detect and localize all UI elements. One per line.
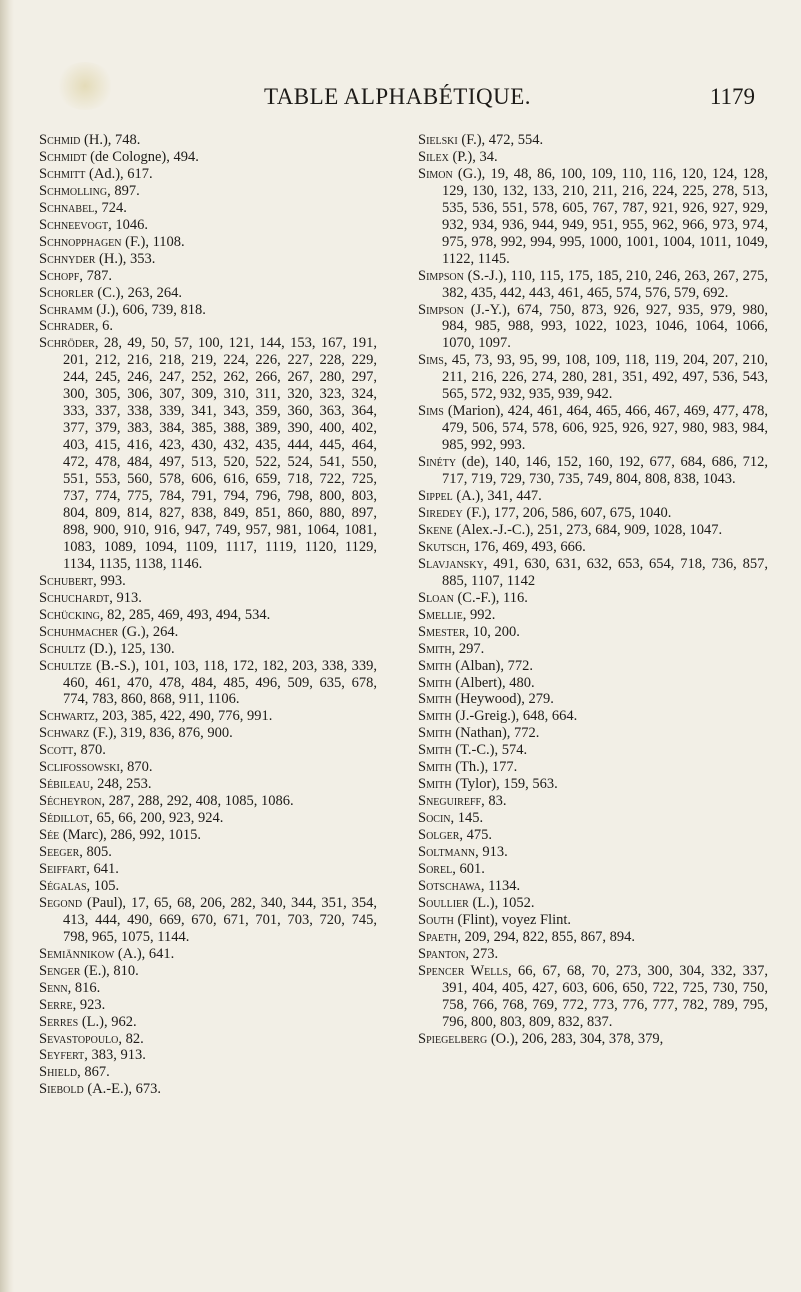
- index-entry: [418, 403, 768, 454]
- index-entry: [418, 759, 768, 776]
- entry-name: Simon: [418, 165, 453, 182]
- index-entry: [418, 590, 768, 607]
- entry-name: Schneevogt: [39, 216, 109, 233]
- entry-name: Schuhmacher: [39, 623, 119, 640]
- index-entry: [39, 200, 377, 217]
- entry-name: Sinéty: [418, 454, 457, 471]
- entry-name: Soltmann: [418, 844, 476, 861]
- entry-references: , 1046.: [108, 216, 149, 233]
- index-entry: [418, 624, 768, 641]
- entry-name: Simpson: [418, 267, 464, 284]
- entry-references: , 787.: [79, 267, 112, 284]
- entry-name: Smellie: [418, 606, 463, 623]
- entry-name: Schnopphagen: [39, 233, 122, 250]
- index-entry: [418, 844, 768, 861]
- entry-name: Schmitt: [39, 165, 86, 182]
- index-entry: [39, 318, 377, 335]
- entry-name: Sloan: [418, 589, 454, 606]
- entry-name: Smith: [418, 640, 452, 657]
- index-entry: [39, 1014, 377, 1031]
- entry-name: Siebold: [39, 1081, 84, 1098]
- entry-name: Schultze: [39, 657, 92, 674]
- entry-name: Schwarz: [39, 725, 90, 742]
- entry-references: (G.), 19, 48, 86, 100, 109, 110, 116, 120, 124, 128, 129, 130, 132, 133, 210, 211, 216, 224, 225, 278, 513, 535, 536, 551, 578, 605, 767, 787, 921, 926, 927, 929, 932, 934, 936, 944, 949, 951, 955, 962, 966, 973, 974, 975, 978, 992, 994, 995, 1000, 1001, 1004, 1011, 1049, 1122, 1145.: [442, 165, 768, 267]
- entry-name: Segond: [39, 894, 83, 911]
- entry-name: Schopf: [39, 267, 80, 284]
- entry-name: Schultz: [39, 640, 86, 657]
- index-entry: [418, 641, 768, 658]
- index-column-left: [39, 132, 377, 1098]
- entry-references: , 176, 469, 493, 666.: [466, 538, 586, 555]
- entry-name: Smith: [418, 725, 452, 742]
- entry-name: Sébileau: [39, 776, 90, 793]
- index-entry: [39, 946, 377, 963]
- entry-name: Sneguireff: [418, 793, 482, 810]
- entry-name: Schubert: [39, 572, 94, 589]
- entry-references: , 475.: [459, 827, 493, 844]
- entry-references: (P.), 34.: [448, 148, 498, 165]
- index-entry: [39, 251, 377, 268]
- entry-references: (O.), 206, 283, 304, 378, 379,: [487, 1030, 664, 1047]
- entry-references: , 913.: [475, 844, 508, 861]
- index-entry: [39, 1064, 377, 1081]
- entry-name: Slavjansky: [418, 555, 484, 572]
- index-entry: [418, 878, 768, 895]
- entry-references: (F.), 472, 554.: [457, 132, 544, 148]
- entry-references: (J.-Y.), 674, 750, 873, 926, 927, 935, 979, 980, 984, 985, 988, 993, 1022, 1023, 1046, 1064, 1066, 1070, 1097.: [442, 301, 768, 352]
- index-entry: [39, 844, 377, 861]
- index-entry: [418, 691, 768, 708]
- index-entry: [39, 793, 377, 810]
- entry-references: (de Cologne), 494.: [86, 148, 199, 165]
- index-entry: [39, 708, 377, 725]
- entry-references: (G.), 264.: [118, 623, 179, 640]
- entry-references: (F.), 1108.: [121, 233, 185, 250]
- index-entry: [418, 268, 768, 302]
- entry-references: (L.), 962.: [78, 1013, 137, 1030]
- entry-references: (H.), 353.: [95, 250, 156, 267]
- entry-name: Smith: [418, 708, 452, 725]
- index-entry: [418, 505, 768, 522]
- entry-name: Sclifossowski: [39, 759, 120, 776]
- page-binding-edge: [0, 0, 14, 1292]
- entry-references: , 870.: [73, 742, 106, 759]
- entry-name: Siredey: [418, 504, 463, 521]
- page-header: [40, 84, 755, 124]
- entry-name: Sims: [418, 352, 444, 369]
- index-entry: [39, 1081, 377, 1098]
- entry-references: (S.-J.), 110, 115, 175, 185, 210, 246, 263, 267, 275, 382, 435, 442, 443, 461, 465, 574, 576, 579, 692.: [442, 267, 768, 301]
- index-entry: [39, 742, 377, 759]
- entry-references: , 923.: [72, 996, 106, 1013]
- index-entry: [418, 912, 768, 929]
- entry-name: Schmolling: [39, 182, 108, 199]
- entry-name: Smith: [418, 691, 452, 708]
- index-entry: [39, 234, 377, 251]
- entry-name: Seyfert: [39, 1047, 85, 1064]
- entry-references: (Ad.), 617.: [85, 165, 153, 182]
- entry-name: Serre: [39, 996, 73, 1013]
- index-entry: [39, 759, 377, 776]
- entry-references: , 816.: [67, 979, 101, 996]
- index-entry: [418, 132, 768, 149]
- entry-references: , 913.: [109, 589, 142, 606]
- index-entry: [418, 827, 768, 844]
- entry-references: (C.), 263, 264.: [93, 284, 182, 301]
- index-entry: [418, 539, 768, 556]
- entry-name: Schwartz: [39, 708, 95, 725]
- entry-name: Smith: [418, 657, 452, 674]
- entry-name: Smester: [418, 623, 466, 640]
- index-entry: [39, 1031, 377, 1048]
- index-entry: [418, 675, 768, 692]
- entry-references: (F.), 177, 206, 586, 607, 675, 1040.: [462, 504, 672, 521]
- entry-references: (J.), 606, 739, 818.: [92, 301, 206, 318]
- entry-name: Schorler: [39, 284, 94, 301]
- entry-references: (Flint), voyez Flint.: [453, 911, 572, 928]
- entry-name: Spiegelberg: [418, 1030, 488, 1047]
- entry-name: Sécheyron: [39, 793, 102, 810]
- index-entry: [418, 352, 768, 403]
- entry-references: (de), 140, 146, 152, 160, 192, 677, 684, 686, 712, 717, 719, 729, 730, 735, 749, 804, 808, 838, 1043.: [442, 454, 768, 488]
- entry-references: (A.), 341, 447.: [452, 488, 542, 505]
- index-entry: [418, 793, 768, 810]
- entry-name: Ségalas: [39, 877, 87, 894]
- entry-name: Smith: [418, 674, 452, 691]
- index-entry: [39, 878, 377, 895]
- entry-name: Skutsch: [418, 538, 467, 555]
- entry-references: , 83.: [481, 793, 507, 810]
- entry-references: (J.-Greig.), 648, 664.: [451, 708, 578, 725]
- entry-name: Sims: [418, 403, 444, 420]
- entry-references: (T.-C.), 574.: [451, 742, 528, 759]
- index-entry: [39, 607, 377, 624]
- entry-name: Schnyder: [39, 250, 96, 267]
- entry-references: , 209, 294, 822, 855, 867, 894.: [457, 928, 635, 945]
- entry-name: Smith: [418, 742, 452, 759]
- entry-name: Sédillot: [39, 810, 90, 827]
- index-entry: [418, 488, 768, 505]
- entry-references: , 992.: [462, 606, 496, 623]
- entry-references: , 870.: [119, 759, 153, 776]
- entry-name: Solger: [418, 827, 460, 844]
- entry-name: Silex: [418, 148, 449, 165]
- index-entry: [39, 268, 377, 285]
- index-entry: [418, 607, 768, 624]
- index-entry: [418, 149, 768, 166]
- index-entry: [39, 285, 377, 302]
- entry-references: (A.), 641.: [114, 945, 175, 962]
- index-column-right: [418, 132, 768, 1047]
- index-entry: [39, 641, 377, 658]
- entry-references: (Albert), 480.: [451, 674, 535, 691]
- entry-references: , 248, 253.: [89, 776, 152, 793]
- entry-name: Sorel: [418, 860, 453, 877]
- entry-references: (Marc), 286, 992, 1015.: [59, 827, 202, 844]
- entry-name: Spaeth: [418, 928, 458, 945]
- entry-name: Schramm: [39, 301, 93, 318]
- entry-name: Sielski: [418, 132, 458, 148]
- index-entry: [39, 963, 377, 980]
- entry-name: Senger: [39, 962, 81, 979]
- entry-references: , 1134.: [480, 877, 521, 894]
- index-entry: [39, 217, 377, 234]
- index-entry: [418, 776, 768, 793]
- index-entry: [418, 963, 768, 1031]
- entry-name: Semiännikow: [39, 945, 115, 962]
- index-entry: [39, 810, 377, 827]
- entry-name: Schröder: [39, 335, 95, 352]
- index-entry: [418, 895, 768, 912]
- entry-references: (Alban), 772.: [451, 657, 533, 674]
- index-entry: [39, 1047, 377, 1064]
- entry-name: Senn: [39, 979, 68, 996]
- entry-references: (F.), 319, 836, 876, 900.: [89, 725, 233, 742]
- index-entry: [418, 522, 768, 539]
- index-entry: [418, 454, 768, 488]
- entry-references: , 105.: [86, 877, 120, 894]
- index-entry: [418, 658, 768, 675]
- index-entry: [39, 980, 377, 997]
- entry-references: (D.), 125, 130.: [85, 640, 175, 657]
- entry-references: , 724.: [94, 199, 127, 216]
- index-entry: [39, 573, 377, 590]
- entry-references: (Th.), 177.: [451, 759, 518, 776]
- entry-references: , 641.: [86, 860, 119, 877]
- entry-references: , 65, 66, 200, 923, 924.: [89, 810, 224, 827]
- entry-references: (Tylor), 159, 563.: [451, 776, 558, 793]
- entry-references: , 287, 288, 292, 408, 1085, 1086.: [101, 793, 294, 810]
- entry-references: , 10, 200.: [465, 623, 520, 640]
- entry-references: , 66, 67, 68, 70, 273, 300, 304, 332, 337, 391, 404, 405, 427, 603, 606, 650, 722, 725, 730, 750, 758, 766, 768, 769, 772, 773, 776, 777, 782, 789, 795, 796, 800, 803, 809, 832, 837.: [442, 962, 768, 1030]
- entry-references: , 203, 385, 422, 490, 776, 991.: [94, 708, 273, 725]
- entry-references: , 297.: [451, 640, 485, 657]
- entry-name: Serres: [39, 1013, 79, 1030]
- index-entry: [39, 725, 377, 742]
- entry-name: Spanton: [418, 945, 466, 962]
- entry-name: Schnabel: [39, 199, 95, 216]
- index-entry: [39, 335, 377, 572]
- entry-references: , 867.: [77, 1064, 110, 1081]
- entry-name: Seeger: [39, 844, 80, 861]
- index-entry: [39, 183, 377, 200]
- entry-name: Smith: [418, 759, 452, 776]
- index-entry: [39, 149, 377, 166]
- page-number: 1179: [709, 84, 755, 109]
- entry-references: (Paul), 17, 65, 68, 206, 282, 340, 344, 351, 354, 413, 444, 490, 669, 670, 671, 701, 703, 720, 745, 798, 965, 1075, 1144.: [63, 894, 377, 945]
- index-entry: [418, 166, 768, 268]
- page-title: TABLE ALPHABÉTIQUE.: [263, 84, 532, 109]
- entry-references: , 28, 49, 50, 57, 100, 121, 144, 153, 167, 191, 201, 212, 216, 218, 219, 224, 226, 227, 228, 229, 244, 245, 246, 247, 252, 262, 266, 267, 280, 297, 300, 305, 306, 307, 309, 310, 311, 320, 323, 324, 333, 337, 338, 339, 341, 343, 359, 360, 363, 364, 377, 379, 383, 384, 385, 388, 389, 390, 400, 402, 403, 415, 416, 423, 430, 432, 435, 444, 445, 464, 472, 478, 484, 497, 513, 520, 522, 524, 541, 550, 551, 553, 560, 578, 606, 616, 659, 718, 722, 725, 737, 774, 775, 784, 791, 794, 796, 798, 800, 803, 804, 809, 814, 827, 838, 849, 851, 860, 880, 897, 898, 900, 910, 916, 947, 749, 957, 981, 1064, 1081, 1083, 1089, 1094, 1109, 1117, 1119, 1120, 1129, 1134, 1135, 1138, 1146.: [63, 335, 377, 572]
- index-entry: [39, 302, 377, 319]
- entry-references: (H.), 748.: [80, 132, 141, 148]
- index-entry: [39, 776, 377, 793]
- entry-references: (Alex.-J.-C.), 251, 273, 684, 909, 1028, 1047.: [452, 521, 723, 538]
- entry-references: (Marion), 424, 461, 464, 465, 466, 467, 469, 477, 478, 479, 506, 574, 578, 606, 925, 926, 927, 980, 983, 984, 985, 992, 993.: [442, 403, 768, 454]
- index-entry: [39, 861, 377, 878]
- entry-references: , 993.: [93, 572, 126, 589]
- entry-references: , 805.: [79, 844, 112, 861]
- entry-name: Simpson: [418, 301, 464, 318]
- entry-name: Shield: [39, 1064, 78, 1081]
- entry-name: Sotschawa: [418, 877, 481, 894]
- entry-references: , 601.: [452, 860, 485, 877]
- index-entry: [418, 929, 768, 946]
- entry-name: South: [418, 911, 454, 928]
- index-entry: [39, 895, 377, 946]
- entry-name: Schücking: [39, 606, 100, 623]
- index-entry: [418, 1031, 768, 1048]
- entry-references: (Heywood), 279.: [451, 691, 554, 708]
- entry-references: , 82.: [118, 1030, 144, 1047]
- entry-references: , 897.: [107, 182, 140, 199]
- entry-references: (L.), 1052.: [468, 894, 535, 911]
- entry-references: , 491, 630, 631, 632, 653, 654, 718, 736, 857, 885, 1107, 1142: [442, 555, 768, 589]
- entry-name: Soullier: [418, 894, 469, 911]
- entry-references: (C.-F.), 116.: [453, 589, 528, 606]
- index-entry: [418, 946, 768, 963]
- entry-references: (E.), 810.: [80, 962, 139, 979]
- entry-references: , 273.: [465, 945, 499, 962]
- entry-references: (Nathan), 772.: [451, 725, 540, 742]
- index-entry: [418, 725, 768, 742]
- index-entry: [39, 827, 377, 844]
- entry-references: , 145.: [450, 810, 484, 827]
- index-entry: [418, 556, 768, 590]
- index-entry: [39, 590, 377, 607]
- index-entry: [418, 742, 768, 759]
- index-entry: [39, 132, 377, 149]
- entry-references: , 45, 73, 93, 95, 99, 108, 109, 118, 119, 204, 207, 210, 211, 216, 226, 274, 280, 281, 351, 492, 497, 536, 543, 565, 572, 932, 935, 939, 942.: [442, 352, 768, 403]
- entry-name: Sevastopoulo: [39, 1030, 119, 1047]
- entry-name: Socin: [418, 810, 451, 827]
- entry-name: Schrader: [39, 318, 95, 335]
- index-entry: [418, 708, 768, 725]
- entry-references: , 6.: [94, 318, 113, 335]
- index-entry: [418, 810, 768, 827]
- entry-name: Skene: [418, 521, 453, 538]
- index-entry: [39, 166, 377, 183]
- entry-references: (A.-E.), 673.: [83, 1081, 162, 1098]
- entry-name: Sippel: [418, 488, 453, 505]
- entry-name: Scott: [39, 742, 74, 759]
- entry-references: (B.-S.), 101, 103, 118, 172, 182, 203, 338, 339, 460, 461, 470, 478, 484, 485, 496, 509, 635, 678, 774, 783, 860, 868, 911, 1106.: [63, 657, 377, 708]
- index-entry: [39, 997, 377, 1014]
- index-entry: [418, 861, 768, 878]
- entry-name: Schmidt: [39, 148, 87, 165]
- entry-name: Schmid: [39, 132, 81, 148]
- entry-name: Schuchardt: [39, 589, 110, 606]
- index-entry: [39, 658, 377, 709]
- entry-name: Sée: [39, 827, 60, 844]
- entry-name: Smith: [418, 776, 452, 793]
- index-entry: [418, 302, 768, 353]
- entry-references: , 383, 913.: [84, 1047, 146, 1064]
- index-entry: [39, 624, 377, 641]
- entry-name: Spencer Wells: [418, 962, 509, 979]
- entry-references: , 82, 285, 469, 493, 494, 534.: [99, 606, 271, 623]
- entry-name: Seiffart: [39, 860, 87, 877]
